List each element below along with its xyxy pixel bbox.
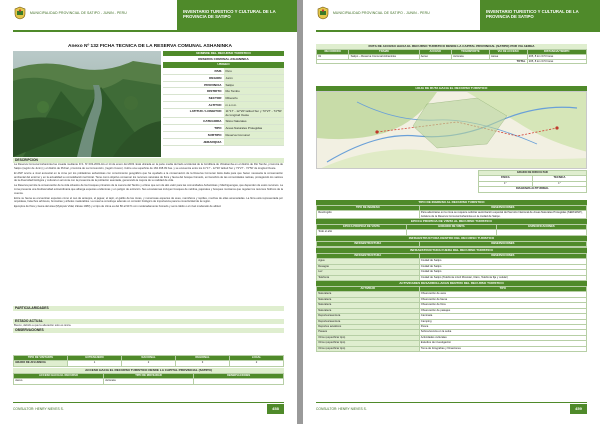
footer-rule bbox=[13, 402, 284, 403]
description-paragraph: La Reserva permite la conservación de la vida silvestre de los bosques primarios de la cuenca del Tambo y el Ene que son de alto valor para las comunidades Ashaninkas y Machiguengas, que dependen de estos recursos. La zona presenta una biodiversidad extraordinaria que alberga especies endémicas y en peligro de extinción. Sus ecosistemas incluyen bosques de neblina, pajonales y bosques montanos que regulan los recursos hídricos de la cuenca. bbox=[14, 184, 283, 195]
infra-fuera-col-1: OBSERVACIONES bbox=[419, 254, 586, 259]
visitantes-table bbox=[13, 355, 284, 385]
ingreso-cell-0: Restringido bbox=[317, 211, 420, 218]
field-key: ALTITUD bbox=[208, 103, 222, 108]
afluencia-value: 1 bbox=[68, 361, 122, 366]
resource-name-header: NOMBRE DEL RECURSO TURISTICO bbox=[163, 51, 284, 56]
infra-fuera-row bbox=[317, 275, 587, 280]
actividad-cell-1: Observación de paisajes bbox=[419, 308, 586, 313]
actividad-cell-1: Sobrevivencia en la selva bbox=[419, 330, 586, 335]
actividad-cell-1: Caminata bbox=[419, 314, 586, 319]
afluencia-value: 2 bbox=[230, 361, 284, 366]
field-value: Peru bbox=[224, 68, 285, 74]
visitantes-col-3: REGIONAL bbox=[176, 356, 230, 361]
field-value: Satipo bbox=[224, 82, 285, 88]
route-col-5: DISTANCIA/TIEMPO bbox=[527, 50, 586, 55]
estado-actual-label: ESTADO ACTUAL bbox=[13, 319, 284, 324]
route-total-label: TOTAL bbox=[317, 59, 528, 63]
field-key: PROVINCIA bbox=[204, 82, 222, 87]
route-map bbox=[316, 91, 587, 169]
dificultad-label: GRADO DE DIFICULTAD bbox=[478, 171, 586, 176]
field-key: LATITUD / LONGITUD bbox=[189, 109, 222, 114]
route-cell-0: 01 bbox=[317, 55, 349, 59]
actividades-col-1: TIPO bbox=[419, 287, 586, 292]
actividad-row bbox=[317, 346, 587, 351]
actividad-cell-0: Deportes/aventura bbox=[317, 319, 420, 324]
description-section bbox=[13, 158, 284, 209]
dificultad-value-tecnica: 1° bbox=[532, 181, 586, 186]
actividad-cell-0: Naturaleza bbox=[317, 297, 420, 302]
ingreso-col-1: OBSERVACIONES bbox=[419, 206, 586, 211]
actividad-cell-1: Camping bbox=[419, 319, 586, 324]
actividad-cell-0: Otros (especificar tipo) bbox=[317, 346, 420, 351]
access-cell-2 bbox=[194, 379, 284, 384]
route-total-value: 205, 8 km /0.5 horas bbox=[527, 59, 586, 63]
afluencia-label: GRADO DE AFLUENCIA bbox=[14, 361, 68, 366]
annex-title: Anexo Nº 132 FICHA TECNICA DE LA RESERVA COMUNAL ASHANINKA bbox=[68, 44, 232, 49]
route-col-3: TRANSPORTE bbox=[451, 50, 489, 55]
actividad-cell-0: Paseos bbox=[317, 330, 420, 335]
field-row bbox=[163, 75, 284, 82]
municipality-name: MUNICIPALIDAD PROVINCIAL DE SATIPO - JUNIN - PERU bbox=[333, 11, 430, 15]
epoca-title: EPOCA PROPICIA DE VISITA AL RECURSO TURISTICO bbox=[316, 219, 587, 224]
epoca-col-1: HORARIO DE VISITA bbox=[407, 224, 497, 229]
route-col-2: ACCESO bbox=[419, 50, 451, 55]
dificultad-section bbox=[316, 170, 587, 193]
epoca-col-2: ESPECIFICACIONES bbox=[497, 224, 587, 229]
field-value: Areas Naturales Protegidas bbox=[224, 125, 285, 131]
header-rule bbox=[316, 30, 600, 32]
actividad-cell-0: Naturaleza bbox=[317, 308, 420, 313]
page-left bbox=[0, 0, 297, 424]
access-cell-1: Avioneta bbox=[104, 379, 194, 384]
actividad-cell-1: Observación de flora bbox=[419, 303, 586, 308]
resource-name: RESERVA COMUNAL ASHANINKA bbox=[163, 56, 284, 62]
municipal-crest-icon bbox=[13, 6, 27, 20]
field-row bbox=[163, 132, 284, 139]
actividad-cell-0: Otros (especificar tipo) bbox=[317, 341, 420, 346]
route-col-1: TRAMO bbox=[349, 50, 419, 55]
visitantes-col-2: NACIONAL bbox=[122, 356, 176, 361]
route-title: RUTA DE ACCESO HACIA EL RECURSO TURISTICO DESDE LA CAPITAL PROVINCIAL (SATIPO) POR VIA AEREA bbox=[316, 44, 587, 49]
field-key: SECTOR bbox=[208, 96, 222, 101]
page-header bbox=[0, 0, 297, 32]
resource-fields bbox=[163, 51, 284, 146]
actividades-col-0: ACTIVIDAD bbox=[317, 287, 420, 292]
actividad-cell-1: Actividades culturales bbox=[419, 335, 586, 340]
actividad-cell-0: Deportes/aventura bbox=[317, 314, 420, 319]
ubigeo-header: UBIGEO bbox=[163, 62, 284, 67]
description-label: DESCRIPCION bbox=[13, 158, 284, 163]
field-value: Rio Tambo bbox=[224, 88, 285, 94]
field-row bbox=[163, 95, 284, 102]
route-table bbox=[316, 44, 587, 64]
page-number-left: 458 bbox=[267, 404, 284, 414]
field-key: DISTRITO bbox=[207, 89, 222, 94]
actividad-cell-1: Observación de fauna bbox=[419, 297, 586, 302]
field-value: Reserva Comunal bbox=[224, 132, 285, 138]
route-col-4: VIA DE ACCESO bbox=[489, 50, 527, 55]
access-col-1: TIPO DE MOVILIDAD bbox=[104, 373, 194, 378]
field-value: Sitios Naturales bbox=[224, 118, 285, 124]
header-band bbox=[177, 0, 297, 32]
description-paragraph: Entre su fauna se encuentran especies como el oso de anteojos, el jaguar, el tapir, el gallito de las rocas, y numerosas especies de aves, mamíferos y reptiles, muchas de ellas amenazadas. La flora está representada por orquídeas, helechos arbóreos, bromelias y árboles maderables. La reserva constituye además un corredor biológico de importancia para la conectividad de la región. bbox=[14, 196, 283, 204]
infra-fuera-cell-1: Ciudad de Satipo (Telefonía móvil Movistar, Claro, Telefonía fija y celular) bbox=[419, 275, 586, 280]
infra-dentro-title: INFRAESTRUCTURA DENTRO DEL RECURSO TURISTICO bbox=[316, 236, 587, 241]
field-row bbox=[163, 109, 284, 118]
field-value: Ribereño bbox=[224, 95, 285, 101]
municipality-name: MUNICIPALIDAD PROVINCIAL DE SATIPO - JUNIN - PERU bbox=[30, 11, 127, 15]
infra-fuera-cell-1: Ciudad de Satipo bbox=[419, 270, 586, 275]
diagrama-altitudinal-label: DIAGRAMA ALTITUDINAL bbox=[478, 187, 586, 192]
field-key: JERARQUIA bbox=[203, 139, 222, 144]
flora-fauna-text: Ejemplos de flora y fauna del área (Mylopsis Vidal, Zárate 1983) y el tipo de clima es del 80 al 90 % con moderadamente húmedo y semi cálido o el nivel moderado de altitud. bbox=[14, 205, 222, 209]
dificultad-col-fisica: FISICA bbox=[478, 176, 532, 181]
field-key: TIPO bbox=[214, 126, 222, 131]
map-title: HOJA DE RUTA HACIA EL RECURSO TURISTICO bbox=[316, 86, 587, 91]
ingreso-title: TIPO DE INGRESO AL RECURSO TURISTICO bbox=[316, 200, 587, 205]
infra-fuera-col-0: INFRAESTRUCTURA bbox=[317, 254, 420, 259]
dificultad-value-fisica: 1° bbox=[478, 181, 532, 186]
route-cell-4: Aerea bbox=[489, 55, 527, 59]
municipal-crest-icon bbox=[316, 6, 330, 20]
field-value: Junin bbox=[224, 75, 285, 81]
actividad-cell-1: Toma de fotografías y filmaciones bbox=[419, 346, 586, 351]
infra-dentro-col-1: OBSERVACIONES bbox=[419, 241, 586, 246]
page-right bbox=[303, 0, 600, 424]
infra-fuera-cell-0: Luz bbox=[317, 270, 420, 275]
dificultad-col-tecnica: TECNICA bbox=[532, 176, 586, 181]
observaciones-label: OBSERVACIONES bbox=[13, 328, 284, 333]
infra-fuera-cell-0: Telefonía bbox=[317, 275, 420, 280]
particularidades-label: PARTICULARIDADES bbox=[13, 306, 284, 311]
visitantes-col-0: TIPO DE VISITANTE bbox=[14, 356, 68, 361]
visitantes-col-1: EXTRANJERO bbox=[68, 356, 122, 361]
ingreso-cell-1: Para adentrarse en la zona se requiere solicitar autorización especial del Servicio Nacional de Áreas Naturales Protegidas (SERNANP), Jefatura de la Reserva Comunal Ashaninka en la ciudad de Satipo. bbox=[419, 211, 586, 218]
access-col-2: OBSERVACIONES bbox=[194, 373, 284, 378]
footer-rule bbox=[316, 402, 587, 403]
actividad-cell-0: Otros (especificar tipo) bbox=[317, 335, 420, 340]
field-row bbox=[163, 118, 284, 125]
route-cell-3: Avioneta bbox=[451, 55, 489, 59]
route-cell-1: Satipo – Reserva Comunal Ashaninka bbox=[349, 55, 419, 59]
visitantes-col-4: LOCAL bbox=[230, 356, 284, 361]
actividad-cell-1: Estudios de investigación bbox=[419, 341, 586, 346]
access-col-0: ACCESO HACIA EL RECURSO bbox=[14, 373, 104, 378]
page-footer-right bbox=[303, 402, 600, 424]
header-rule bbox=[13, 30, 297, 32]
epoca-cell-0: Todo el año bbox=[317, 230, 407, 235]
infra-fuera-cell-0: Agua bbox=[317, 259, 420, 264]
field-row bbox=[163, 88, 284, 95]
consultant-name: CONSULTOR: HENRY NIEVES S. bbox=[316, 407, 367, 411]
actividades-title: ACTIVIDADES DESARROLLADAS DENTRO DEL RECURSO TURISTICO bbox=[316, 281, 587, 286]
header-band-title: INVENTARIO TURISTICO Y CULTURAL DE LA PROVINCIA DE SATIPO bbox=[486, 9, 579, 19]
epoca-cell-2 bbox=[497, 230, 587, 235]
field-value bbox=[224, 139, 285, 145]
epoca-col-0: EPOCA PROPICIA DE VISITA bbox=[317, 224, 407, 229]
field-key: CATEGORIA bbox=[203, 119, 222, 124]
resource-photo bbox=[13, 51, 161, 157]
access-title: ACCESO HACIA EL RECURSO TURISTICO DESDE LA CAPITAL PROVINCIAL (SATIPO) bbox=[13, 368, 284, 373]
epoca-cell-1 bbox=[407, 230, 497, 235]
route-cell-5: 205, 8 km /0.5 horas bbox=[527, 55, 586, 59]
description-paragraph: La Reserva Comunal Ashaninka fue creada mediante D.S. Nº 003-2003-AG el 14 de enero del 2003. Está ubicada en la parte media del lado occidental de la Cordillera de Vilcabamba en el distrito de Río Tambo, provincia de Satipo (región de Junín) y el distrito de Pichari, provincia de La Convención, (región Cusco). Cubre una superficie de 184 468.09 has. y se encuentra entre los 11°17' - 12°20' latitud Sur y 73°27' - 74°50' de longitud Oeste. bbox=[14, 163, 283, 171]
header-band bbox=[480, 0, 600, 32]
actividad-cell-1: Observación de aves bbox=[419, 292, 586, 297]
field-key: PAIS bbox=[214, 68, 222, 73]
actividad-cell-0: Naturaleza bbox=[317, 292, 420, 297]
infra-dentro-col-0: INFRAESTRUCTURA bbox=[317, 241, 420, 246]
ingreso-col-0: TIPO DE INGRESO bbox=[317, 206, 420, 211]
estado-actual-value: Bueno, debido a que la alteración solo es única. bbox=[14, 324, 72, 328]
field-row bbox=[163, 82, 284, 89]
field-key: REGION bbox=[209, 75, 222, 80]
infra-fuera-cell-1: Ciudad de Satipo bbox=[419, 264, 586, 269]
description-paragraph: El ANP ocurre a nivel ancestral en la zona por los pobladores ashaninkas con conocimiento geográfico que ha ayudado a la conservación de la Reserva Comunal. Está dada para que hacen necesaria la conservación ambiental del entorno y en la actualidad su consolidación territorial. Tiene como objetivo conservar los recursos naturales de flora y fauna del bosque húmedo, en beneficio de las comunidades nativas, protegiendo los valores de la diversidad biológica y cultural en armonía con la presencia de la población asentada, generando la mejora de su calidad de vida. bbox=[14, 171, 283, 183]
ingreso-section bbox=[316, 200, 587, 352]
header-band-title: INVENTARIO TURISTICO Y CULTURAL DE LA PROVINCIA DE SATIPO bbox=[183, 9, 276, 19]
afluencia-value: 2 bbox=[122, 361, 176, 366]
field-row bbox=[163, 102, 284, 109]
field-value: m.s.n.m. bbox=[224, 102, 285, 108]
infra-fuera-cell-0: Desagüe bbox=[317, 264, 420, 269]
actividad-cell-0: Naturaleza bbox=[317, 303, 420, 308]
page-header-right bbox=[303, 0, 600, 32]
field-key: SUBTIPO bbox=[207, 132, 222, 137]
field-row bbox=[163, 139, 284, 146]
field-value: 11°17' - 12°20' latitud Sur y 73°27' - 74°50' de longitud Oeste bbox=[224, 109, 285, 117]
actividad-cell-0: Deportes acuáticos bbox=[317, 324, 420, 329]
infra-fuera-cell-1: Ciudad de Satipo bbox=[419, 259, 586, 264]
field-row bbox=[163, 125, 284, 132]
afluencia-value: 3 bbox=[176, 361, 230, 366]
page-number-right: 459 bbox=[570, 404, 587, 414]
access-cell-0: Aereo bbox=[14, 379, 104, 384]
consultant-name: CONSULTOR: HENRY NIEVES S. bbox=[13, 407, 64, 411]
route-cell-2: Aereo bbox=[419, 55, 451, 59]
actividad-cell-1: Pesca bbox=[419, 324, 586, 329]
page-footer bbox=[0, 402, 297, 424]
field-row bbox=[163, 68, 284, 75]
route-col-0: RECORRIDO bbox=[317, 50, 349, 55]
infra-fuera-title: INFRAESTRUCTURA FUERA DEL RECURSO TURISTICO bbox=[316, 248, 587, 253]
particularidades-section bbox=[13, 306, 284, 341]
